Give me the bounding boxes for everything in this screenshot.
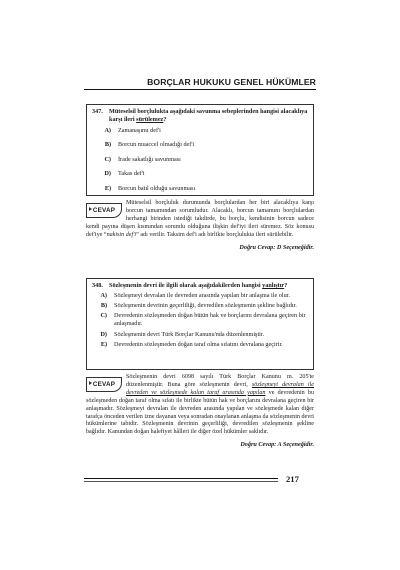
question-number: 347. <box>92 108 103 115</box>
option-letter: A) <box>104 127 111 134</box>
option-c <box>98 156 308 164</box>
option-text: İrade sakatlığı savunması <box>118 155 181 163</box>
badge-arrow-icon <box>89 381 92 385</box>
question-number: 348. <box>92 282 103 289</box>
answer-badge-label: CEVAP <box>92 206 116 214</box>
option-text: Borcun muaccel olmadığı def'i <box>118 141 195 149</box>
question-text-main: Sözleşmenin devri ile ilgili olarak aşağıdakilerden hangisi <box>109 282 263 289</box>
option-text: Borcun batıl olduğu savunması <box>118 184 196 192</box>
option-a <box>94 292 308 300</box>
question-stem <box>92 282 308 290</box>
question-text-end: ? <box>284 282 288 289</box>
option-b <box>94 302 308 310</box>
page-number: 217 <box>286 474 299 484</box>
option-text: Zamanaşımı def'i <box>118 127 161 134</box>
option-letter: C) <box>100 312 107 320</box>
correct-answer: Doğru Cevap: D Seçeneğidir. <box>239 243 314 251</box>
question-text-main: Müteselsil borçlulukta aşağıdaki savunma sebeplerinden hangisi alacaklıya karşı ileri <box>109 108 308 123</box>
answer-badge-label: CEVAP <box>92 380 116 388</box>
option-letter: E) <box>104 184 111 192</box>
option-e <box>94 341 308 349</box>
answer-badge <box>86 377 122 392</box>
badge-arrow-icon <box>89 207 92 211</box>
question-stem <box>92 108 308 124</box>
option-text: Takas def'i <box>118 170 145 178</box>
option-text: Sözleşmenin devrinin geçerliliği, devredilen sözleşmenin şekline bağlıdır. <box>114 302 297 310</box>
question-box-347 <box>86 104 314 196</box>
question-text-emphasis: sürülemez <box>136 116 164 123</box>
footer-rule <box>84 478 278 479</box>
option-letter: E) <box>100 340 107 348</box>
option-c <box>94 312 308 328</box>
option-b <box>98 141 308 149</box>
running-header: BORÇLAR HUKUKU GENEL HÜKÜMLER <box>147 77 316 87</box>
answer-text-italic: nakisin def'i <box>106 231 137 238</box>
question-text-emphasis: yanlıştır <box>262 282 285 289</box>
answer-explanation-348 <box>86 374 314 449</box>
option-letter: A) <box>100 292 107 299</box>
answer-text-italic-underlined: sözleşmeyi devralan ile devreden ve sözleşmede kalan taraf arasında yapılan <box>126 381 314 396</box>
question-text <box>109 282 308 290</box>
question-box-348 <box>86 278 314 370</box>
option-letter: D) <box>100 330 107 338</box>
question-text-end: ? <box>163 116 167 123</box>
answer-text-end: ve devredenin bu sözleşmeden doğan taraf olma sıfatı ile birlikte bütün hak ve borçlarını devralana geçiren bir anlaşmadır. Sözleşmeyi devralan ile devreden arasında yapılan ve sözleşmede kalan diğer tarafça önceden verilen izne dayanan veya sonradan onaylanan anlaşma da sözleşmenin devri hükümlerine tabidir. Sözleşmenin devrinin geçerliliği, devredilen sözleşmenin şekline bağlıdır. Kanundan doğan halefiyet hâlleri ile diğer özel hükümler saklıdır. <box>86 389 314 436</box>
answer-text: Müteselsil borçluluk durumunda borçlulardan her biri alacaklıya karşı borcun tamamından sorumludur. Alacaklı, borcun tamamını borçlulardan herhangi birinden istediği takdirde, bu borçlu, kendisinin borcun sadece kendi payına düşen kısmından sorumlu olduğuna ilişkin def'iyi ileri süremez. Söz konusu def'iye “ <box>86 200 314 238</box>
option-d <box>94 331 308 339</box>
correct-answer: Doğru Cevap: A Seçeneğidir. <box>240 441 314 449</box>
answer-badge <box>86 203 122 218</box>
answer-text-end: ” adı verilir. Taksim def'i adı birlikte borçlulukta ileri sürülebilir. <box>136 231 294 238</box>
option-text: Devredenin sözleşmeden doğan taraf olma sıfatını devralana geçirir. <box>114 340 283 348</box>
question-text <box>109 108 308 124</box>
option-text: Sözleşmenin devri Türk Borçlar Kanunu'nda düzenlenmiştir. <box>114 330 265 338</box>
option-letter: D) <box>104 170 111 178</box>
option-letter: C) <box>104 155 111 163</box>
header-rule <box>84 89 316 90</box>
option-text: Devredenin sözleşmeden doğan bütün hak ve borçlarını devralana geçiren bir anlaşmadır. <box>114 312 306 328</box>
option-e <box>98 185 308 193</box>
option-text: Sözleşmeyi devralan ile devreden arasında yapılan bir anlaşma ile olur. <box>114 292 290 299</box>
answer-explanation-347 <box>86 200 314 251</box>
option-d <box>98 170 308 178</box>
option-letter: B) <box>104 141 111 149</box>
option-letter: B) <box>100 302 107 310</box>
footer-rule-thin <box>84 481 278 482</box>
answer-text: Sözleşmenin devri 6098 sayılı Türk Borçlar Kanunu m. 205'te düzenlenmiştir. Buna göre sözleşmenin devri, <box>126 374 314 388</box>
option-a <box>98 127 308 135</box>
